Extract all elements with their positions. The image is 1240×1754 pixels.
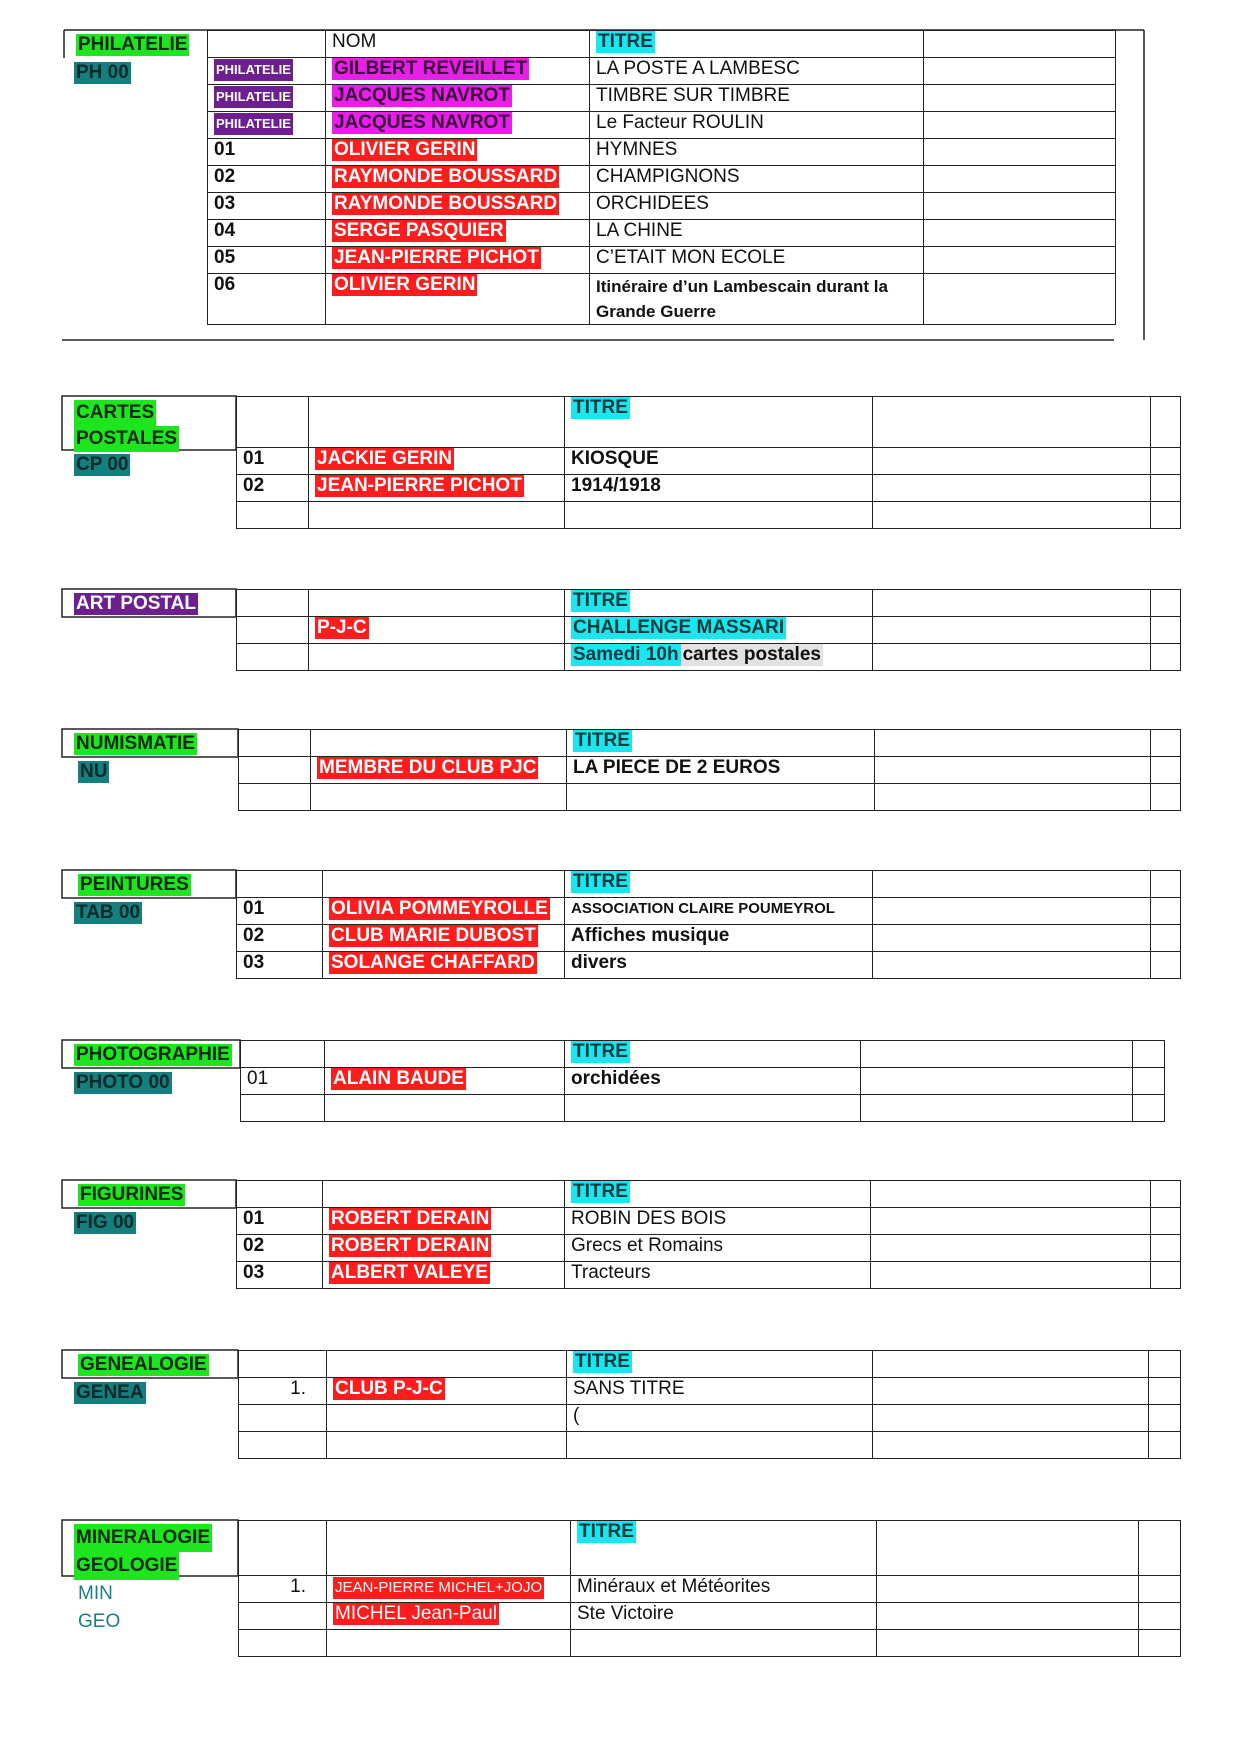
table-row: MICHEL Jean-Paul Ste Victoire: [239, 1603, 1181, 1630]
table-row: P-J-C CHALLENGE MASSARI: [237, 617, 1181, 644]
peintures-code: TAB 00: [76, 902, 141, 923]
numismatie-code: NU: [80, 761, 108, 782]
artpostal-table: [236, 589, 1181, 671]
peintures-category: PEINTURES: [80, 874, 189, 895]
artpostal-category: ART POSTAL: [76, 593, 196, 614]
philatelie-table: [207, 30, 1116, 325]
nom-header: NOM: [326, 31, 590, 58]
genealogie-category: GENEALOGIE: [80, 1354, 207, 1375]
photo-category: PHOTOGRAPHIE: [76, 1044, 230, 1065]
table-row: MEMBRE DU CLUB PJC LA PIECE DE 2 EUROS: [239, 757, 1181, 784]
titre-header: TITRE: [598, 31, 653, 52]
photo-code: PHOTO 00: [76, 1072, 170, 1093]
table-row: 06 OLIVIER GERIN Itinéraire d’un Lambescain durant la Grande Guerre: [208, 274, 1116, 325]
mineralogie-table: [238, 1520, 1181, 1657]
table-row: 03 ALBERT VALEYE Tracteurs: [237, 1262, 1181, 1289]
cartes-code: CP 00: [76, 454, 129, 475]
figurines-table: [236, 1180, 1181, 1289]
titre-header: TITRE: [573, 1181, 628, 1202]
table-row: 1. CLUB P-J-C SANS TITRE: [239, 1378, 1181, 1405]
mineralogie-category: MINERALOGIE GEOLOGIE: [74, 1524, 212, 1580]
table-row: 03 SOLANGE CHAFFARD divers: [237, 952, 1181, 979]
genealogie-code: GENEA: [76, 1382, 144, 1403]
photo-table: [240, 1040, 1165, 1122]
table-row: PHILATELIE GILBERT REVEILLET LA POSTE A LAMBESC: [208, 58, 1116, 85]
titre-header: TITRE: [573, 397, 628, 418]
table-row: 05 JEAN-PIERRE PICHOT C’ETAIT MON ECOLE: [208, 247, 1116, 274]
figurines-category: FIGURINES: [80, 1184, 184, 1205]
table-row: 03 RAYMONDE BOUSSARD ORCHIDEES: [208, 193, 1116, 220]
titre-header: TITRE: [573, 1041, 628, 1062]
table-row: 01 OLIVIER GERIN HYMNES: [208, 139, 1116, 166]
figurines-code: FIG 00: [76, 1212, 135, 1233]
philatelie-category: PHILATELIE: [78, 34, 188, 55]
titre-header: TITRE: [579, 1521, 634, 1542]
genealogie-table: [238, 1350, 1181, 1459]
table-row: 01 ROBERT DERAIN ROBIN DES BOIS: [237, 1208, 1181, 1235]
cartes-table: [236, 396, 1181, 529]
table-row: 01 JACKIE GERIN KIOSQUE: [237, 448, 1181, 475]
peintures-table: [236, 870, 1181, 979]
table-row: 01 ALAIN BAUDE orchidées: [241, 1068, 1165, 1095]
table-row: 02 ROBERT DERAIN Grecs et Romains: [237, 1235, 1181, 1262]
mineralogie-code: MIN GEO: [78, 1583, 121, 1632]
table-row: PHILATELIE JACQUES NAVROT TIMBRE SUR TIMBRE: [208, 85, 1116, 112]
numismatie-category: NUMISMATIE: [76, 733, 195, 754]
titre-header: TITRE: [573, 871, 628, 892]
table-row: 04 SERGE PASQUIER LA CHINE: [208, 220, 1116, 247]
table-row: PHILATELIE JACQUES NAVROT Le Facteur ROULIN: [208, 112, 1116, 139]
table-row: Samedi 10hcartes postales: [237, 644, 1181, 671]
titre-header: TITRE: [575, 730, 630, 751]
philatelie-code: PH 00: [76, 62, 129, 83]
cartes-category: CARTES POSTALES: [74, 400, 179, 452]
titre-header: TITRE: [575, 1351, 630, 1372]
table-row: 02 JEAN-PIERRE PICHOT 1914/1918: [237, 475, 1181, 502]
table-row: 1. JEAN-PIERRE MICHEL+JOJO Minéraux et Météorites: [239, 1576, 1181, 1603]
numismatie-table: [238, 729, 1181, 811]
table-row: 01 OLIVIA POMMEYROLLE ASSOCIATION CLAIRE POUMEYROL: [237, 898, 1181, 925]
table-row: 02 RAYMONDE BOUSSARD CHAMPIGNONS: [208, 166, 1116, 193]
titre-header: TITRE: [573, 590, 628, 611]
table-row: (: [239, 1405, 1181, 1432]
table-row: 02 CLUB MARIE DUBOST Affiches musique: [237, 925, 1181, 952]
